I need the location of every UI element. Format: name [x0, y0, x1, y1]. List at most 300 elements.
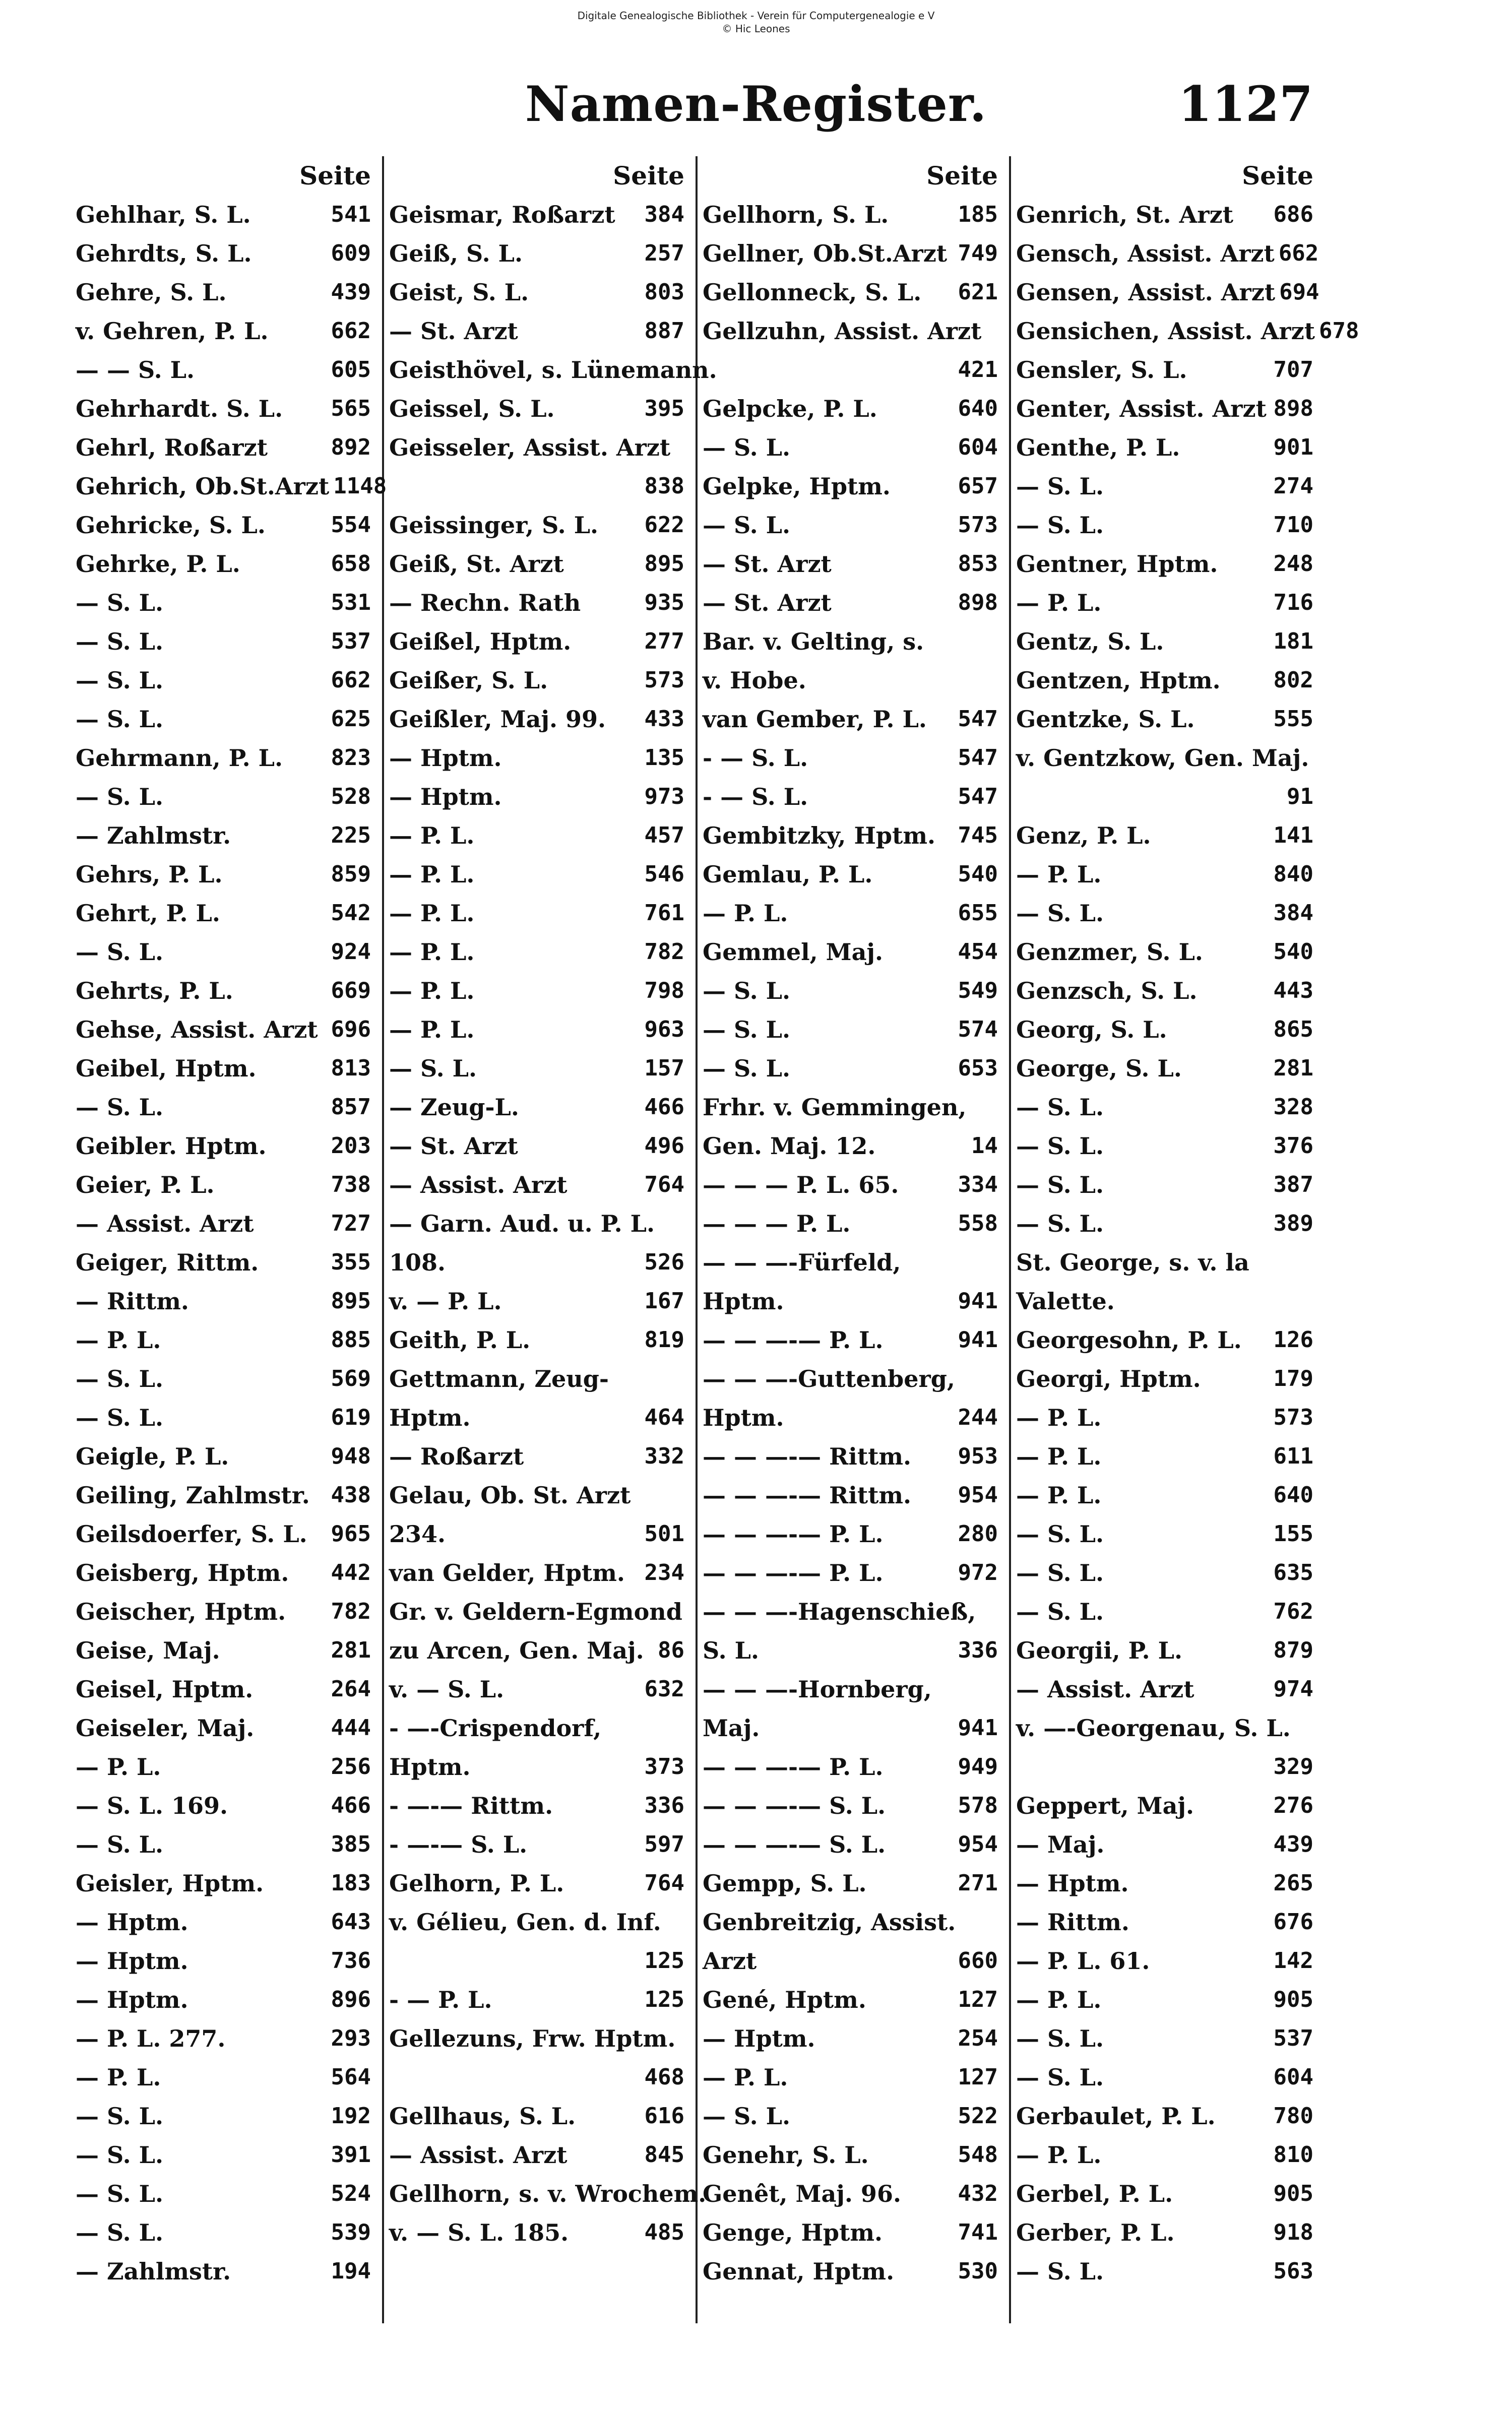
entry-page: 640 — [958, 396, 998, 421]
entry-page: 558 — [958, 1211, 998, 1236]
entry-name: — Hptm. — [1016, 1869, 1129, 1897]
register-entry — [703, 1088, 998, 1126]
register-entry — [703, 1126, 998, 1165]
entry-name: Gerbel, P. L. — [1016, 2180, 1173, 2207]
register-entry — [703, 2135, 998, 2174]
entry-name: — St. Arzt — [389, 317, 518, 345]
entry-name: Gehrdts, S. L. — [76, 239, 252, 267]
index-column — [698, 156, 1011, 2323]
entry-name: — Zeug-L. — [389, 1093, 519, 1121]
entry-name: Gellner, Ob.St.Arzt — [703, 239, 948, 267]
register-entry — [76, 1825, 371, 1864]
entry-page: 334 — [958, 1172, 998, 1197]
entry-name: Gempp, S. L. — [703, 1869, 867, 1897]
register-entry — [1016, 2019, 1313, 2058]
register-entry — [389, 1476, 684, 1514]
entry-page: 265 — [1273, 1870, 1313, 1896]
entry-name: — Hptm. — [703, 2024, 815, 2052]
page-number: 1127 — [1178, 76, 1313, 133]
entry-name: v. Gehren, P. L. — [76, 317, 269, 345]
entry-page: 918 — [1273, 2219, 1313, 2245]
entry-name: Gehrl, Roßarzt — [76, 433, 268, 461]
entry-page: 660 — [958, 1948, 998, 1974]
register-entry — [1016, 1282, 1313, 1320]
register-entry — [76, 1631, 371, 1670]
register-entry — [703, 544, 998, 583]
entry-page: 555 — [1273, 706, 1313, 732]
entry-name: v. Gélieu, Gen. d. Inf. — [389, 1908, 661, 1936]
entry-page: 439 — [1273, 1831, 1313, 1857]
entry-page: 181 — [1273, 628, 1313, 654]
register-entry — [1016, 738, 1313, 777]
entry-page: 457 — [644, 822, 684, 848]
entry-page: 658 — [331, 551, 371, 577]
register-entry — [389, 971, 684, 1010]
entry-name: v. Hobe. — [703, 666, 806, 694]
entry-name: Geißler, Maj. 99. — [389, 705, 606, 733]
register-entry — [389, 932, 684, 971]
register-entry — [76, 700, 371, 738]
register-entry — [389, 1553, 684, 1592]
register-entry — [1016, 2174, 1313, 2213]
entry-name: Gerber, P. L. — [1016, 2218, 1175, 2246]
entry-page: 609 — [331, 240, 371, 266]
register-entry — [389, 2135, 684, 2174]
entry-name: St. George, s. v. la — [1016, 1248, 1249, 1276]
entry-name: Geiling, Zahlmstr. — [76, 1481, 310, 1509]
entry-page: 332 — [644, 1443, 684, 1469]
entry-page: 384 — [644, 202, 684, 227]
entry-name: — Hptm. — [76, 1947, 188, 1975]
entry-name: — — —-— S. L. — [703, 1830, 886, 1858]
entry-page: 432 — [958, 2181, 998, 2206]
entry-name: — — — P. L. — [703, 1210, 851, 1237]
register-entry — [703, 1049, 998, 1088]
entry-page: 859 — [331, 861, 371, 887]
entry-page: 127 — [958, 2064, 998, 2090]
entry-name: Genthe, P. L. — [1016, 433, 1180, 461]
register-entry — [703, 1282, 998, 1320]
register-entry — [389, 1670, 684, 1708]
register-entry — [76, 971, 371, 1010]
register-entry — [76, 2097, 371, 2135]
register-entry — [389, 1980, 684, 2019]
entry-page: 547 — [958, 706, 998, 732]
entry-name: Gembitzky, Hptm. — [703, 821, 936, 849]
entry-page: 885 — [331, 1327, 371, 1353]
entry-name: Geiseler, Maj. — [76, 1714, 255, 1742]
entry-page: 86 — [658, 1637, 684, 1663]
entry-page: 155 — [1273, 1521, 1313, 1547]
register-entry — [1016, 1670, 1313, 1708]
entry-page: 762 — [1273, 1599, 1313, 1624]
entry-name: Geist, S. L. — [389, 278, 529, 306]
entry-name: — S. L. — [1016, 2063, 1104, 2091]
entry-page: 522 — [958, 2103, 998, 2129]
register-entry — [389, 2058, 684, 2097]
entry-name: — S. L. — [1016, 2024, 1104, 2052]
register-entry — [389, 1049, 684, 1088]
digitization-note-line1: Digitale Genealogische Bibliothek - Verein für Computergenealogie e V — [577, 10, 935, 22]
entry-page: 887 — [644, 318, 684, 344]
entry-page: 972 — [958, 1560, 998, 1585]
entry-name: Gemmel, Maj. — [703, 938, 884, 966]
register-entry — [76, 1204, 371, 1243]
register-entry — [76, 1049, 371, 1088]
entry-page: 764 — [644, 1870, 684, 1896]
entry-page: 542 — [331, 900, 371, 926]
register-entry — [1016, 661, 1313, 700]
register-entry — [389, 2213, 684, 2252]
entry-name: Gensler, S. L. — [1016, 356, 1187, 384]
entry-page: 256 — [331, 1754, 371, 1780]
register-entry — [389, 583, 684, 622]
register-entry — [389, 1941, 684, 1980]
entry-page: 810 — [1273, 2142, 1313, 2168]
register-entry — [1016, 1165, 1313, 1204]
entry-page: 662 — [1278, 240, 1319, 266]
register-entry — [76, 1243, 371, 1282]
entry-page: 905 — [1273, 2181, 1313, 2206]
register-entry — [703, 1320, 998, 1359]
entry-page: 905 — [1273, 1987, 1313, 2012]
register-entry — [76, 738, 371, 777]
entry-name: — — —-— P. L. — [703, 1559, 884, 1587]
register-entry — [76, 2213, 371, 2252]
entry-name: 108. — [389, 1248, 446, 1276]
entry-name: — — —-— P. L. — [703, 1326, 884, 1354]
entry-page: 965 — [331, 1521, 371, 1547]
entry-name: Geith, P. L. — [389, 1326, 531, 1354]
entry-page: 439 — [331, 279, 371, 305]
entry-name: Geibler. Hptm. — [76, 1132, 267, 1160]
entry-page: 539 — [331, 2219, 371, 2245]
entry-name: Geier, P. L. — [76, 1171, 215, 1198]
entry-page: 135 — [644, 745, 684, 771]
entry-name: Geiß, St. Arzt — [389, 550, 564, 578]
register-entry — [1016, 1243, 1313, 1282]
entry-name: Geiß, S. L. — [389, 239, 523, 267]
entry-name: — P. L. — [76, 1753, 161, 1781]
register-entry — [76, 1088, 371, 1126]
register-entry — [389, 855, 684, 894]
register-entry — [1016, 428, 1313, 467]
register-entry — [703, 583, 998, 622]
entry-name: — Zahlmstr. — [76, 2257, 231, 2285]
register-entry — [76, 1592, 371, 1631]
entry-page: 225 — [331, 822, 371, 848]
register-entry — [389, 1243, 684, 1282]
entry-name: Gemlau, P. L. — [703, 860, 873, 888]
entry-name: Genehr, S. L. — [703, 2141, 869, 2169]
register-entry — [76, 1786, 371, 1825]
entry-page: 276 — [1273, 1793, 1313, 1818]
entry-page: 694 — [1279, 279, 1319, 305]
entry-name: — Zahlmstr. — [76, 821, 231, 849]
entry-page: 879 — [1273, 1637, 1313, 1663]
register-entry — [389, 234, 684, 273]
entry-name: — Hptm. — [389, 783, 502, 810]
entry-name: Maj. — [703, 1714, 760, 1742]
register-entry — [703, 1243, 998, 1282]
register-entry — [1016, 816, 1313, 855]
entry-name: Gehrt, P. L. — [76, 899, 220, 927]
entry-name: Genêt, Maj. 96. — [703, 2180, 901, 2207]
register-entry — [703, 1359, 998, 1398]
register-entry — [703, 2019, 998, 2058]
register-entry — [76, 1320, 371, 1359]
register-entry — [76, 234, 371, 273]
register-entry — [1016, 1786, 1313, 1825]
register-entry — [76, 1359, 371, 1398]
entry-page: 277 — [644, 628, 684, 654]
entry-page: 604 — [958, 434, 998, 460]
register-entry — [389, 1359, 684, 1398]
entry-name: Gehre, S. L. — [76, 278, 227, 306]
entry-name: S. L. — [703, 1636, 759, 1664]
register-entry — [389, 1088, 684, 1126]
entry-name: Gerbaulet, P. L. — [1016, 2102, 1216, 2130]
entry-page: 892 — [331, 434, 371, 460]
register-entry — [389, 505, 684, 544]
entry-page: 941 — [958, 1715, 998, 1741]
entry-page: 329 — [1273, 1754, 1313, 1780]
entry-page: 662 — [331, 318, 371, 344]
entry-page: 126 — [1273, 1327, 1313, 1353]
entry-name: Gentzen, Hptm. — [1016, 666, 1221, 694]
entry-page: 569 — [331, 1366, 371, 1391]
entry-page: 185 — [958, 202, 998, 227]
entry-page: 898 — [958, 590, 998, 615]
register-entry — [389, 467, 684, 505]
entry-name: Gelpke, Hptm. — [703, 472, 891, 500]
register-entry — [1016, 894, 1313, 932]
entry-name: Geisberg, Hptm. — [76, 1559, 289, 1587]
entry-name: Geißer, S. L. — [389, 666, 548, 694]
register-entry — [703, 2252, 998, 2291]
entry-name: — S. L. — [703, 1054, 790, 1082]
register-entry — [1016, 1437, 1313, 1476]
entry-name: — S. L. 169. — [76, 1792, 228, 1819]
entry-name: Geilsdoerfer, S. L. — [76, 1520, 307, 1548]
register-entry — [76, 195, 371, 234]
register-entry — [389, 1126, 684, 1165]
register-entry — [1016, 1825, 1313, 1864]
register-entry — [389, 1708, 684, 1747]
entry-page: 234 — [644, 1560, 684, 1585]
register-entry — [1016, 932, 1313, 971]
entry-page: 653 — [958, 1055, 998, 1081]
entry-name: Gentner, Hptm. — [1016, 550, 1218, 578]
entry-name: Geismar, Roßarzt — [389, 201, 615, 228]
column-header-seite: Seite — [299, 161, 371, 191]
register-entry — [76, 1708, 371, 1747]
register-entry — [1016, 1088, 1313, 1126]
entry-name: — S. L. — [1016, 899, 1104, 927]
register-entry — [1016, 350, 1313, 389]
register-entry — [76, 428, 371, 467]
register-entry — [703, 700, 998, 738]
register-entry — [703, 777, 998, 816]
entry-page: 373 — [644, 1754, 684, 1780]
entry-name: Genz, P. L. — [1016, 821, 1151, 849]
entry-name: — Assist. Arzt — [1016, 1675, 1194, 1703]
entry-name: Gehrke, P. L. — [76, 550, 240, 578]
register-entry — [76, 1398, 371, 1437]
entry-name: — P. L. — [1016, 1986, 1102, 2013]
entry-name: Gehlhar, S. L. — [76, 201, 251, 228]
entry-page: 328 — [1273, 1094, 1313, 1120]
register-entry — [1016, 1204, 1313, 1243]
entry-name: — — —-— P. L. — [703, 1753, 884, 1781]
entry-name: Gensen, Assist. Arzt — [1016, 278, 1276, 306]
register-entry — [703, 1204, 998, 1243]
entry-page: 953 — [958, 1443, 998, 1469]
entry-page: 838 — [644, 473, 684, 499]
page-title: Namen-Register. — [525, 76, 987, 133]
register-entry — [703, 1398, 998, 1437]
entry-name: — S. L. — [1016, 2257, 1104, 2285]
entry-page: 616 — [644, 2103, 684, 2129]
register-entry — [76, 894, 371, 932]
index-column — [71, 156, 387, 2323]
entry-name: — — —-Hornberg, — [703, 1675, 932, 1703]
entry-name: Geissel, S. L. — [389, 395, 555, 422]
entry-name: — P. L. — [389, 1016, 475, 1043]
register-entry — [1016, 583, 1313, 622]
entry-page: 528 — [331, 784, 371, 809]
entry-page: 248 — [1273, 551, 1313, 577]
entry-name: Geise, Maj. — [76, 1636, 220, 1664]
entry-page: 167 — [644, 1288, 684, 1314]
entry-page: 444 — [331, 1715, 371, 1741]
entry-page: 657 — [958, 473, 998, 499]
register-entry — [703, 1476, 998, 1514]
register-entry — [76, 2135, 371, 2174]
register-entry — [703, 2097, 998, 2135]
register-entry — [703, 855, 998, 894]
register-entry — [703, 1514, 998, 1553]
entry-name: — P. L. — [389, 899, 475, 927]
entry-page: 604 — [1273, 2064, 1313, 2090]
register-entry — [76, 855, 371, 894]
entry-name: — Assist. Arzt — [76, 1210, 254, 1237]
register-entry — [76, 505, 371, 544]
register-entry — [1016, 1902, 1313, 1941]
entry-name: — S. L. — [1016, 1210, 1104, 1237]
column-header-seite: Seite — [613, 161, 684, 191]
entry-page: 257 — [644, 240, 684, 266]
entry-page: 183 — [331, 1870, 371, 1896]
entry-name: Gehse, Assist. Arzt — [76, 1016, 318, 1043]
entry-name: Gehrhardt. S. L. — [76, 395, 283, 422]
register-entry — [76, 1553, 371, 1592]
register-entry — [1016, 1553, 1313, 1592]
entry-name: — P. L. — [1016, 860, 1102, 888]
entry-name: Gehricke, S. L. — [76, 511, 266, 539]
entry-name: — — —-— Rittm. — [703, 1481, 912, 1509]
entry-name: Geißel, Hptm. — [389, 627, 572, 655]
register-entry — [389, 1282, 684, 1320]
register-entry — [703, 1553, 998, 1592]
entry-name: — S. L. — [76, 627, 163, 655]
entry-name: Geisler, Hptm. — [76, 1869, 264, 1897]
entry-page: 949 — [958, 1754, 998, 1780]
register-entry — [703, 1670, 998, 1708]
entry-page: 813 — [331, 1055, 371, 1081]
register-entry — [1016, 2058, 1313, 2097]
entry-page: 203 — [331, 1133, 371, 1159]
entry-page: 157 — [644, 1055, 684, 1081]
entry-name: — P. L. — [389, 938, 475, 966]
entry-page: 565 — [331, 396, 371, 421]
entry-name: — P. L. — [389, 821, 475, 849]
entry-page: 376 — [1273, 1133, 1313, 1159]
entry-page: 573 — [644, 667, 684, 693]
register-entry — [1016, 1980, 1313, 2019]
register-entry — [76, 1941, 371, 1980]
entry-name: Arzt — [703, 1947, 757, 1975]
entry-name: Gené, Hptm. — [703, 1986, 866, 2013]
register-entry — [703, 2213, 998, 2252]
register-entry — [389, 1010, 684, 1049]
entry-page: 963 — [644, 1017, 684, 1042]
register-entry — [389, 1437, 684, 1476]
entry-name: Genzmer, S. L. — [1016, 938, 1203, 966]
entry-page: 537 — [331, 628, 371, 654]
register-entry — [1016, 234, 1319, 273]
entry-name: Geiger, Rittm. — [76, 1248, 259, 1276]
entry-name: Genzsch, S. L. — [1016, 977, 1198, 1004]
entry-page: 537 — [1273, 2025, 1313, 2051]
register-entry — [703, 932, 998, 971]
entry-page: 496 — [644, 1133, 684, 1159]
entry-name: Gehrts, P. L. — [76, 977, 233, 1004]
register-entry — [389, 1165, 684, 1204]
entry-page: 194 — [331, 2258, 371, 2284]
entry-page: 254 — [958, 2025, 998, 2051]
entry-page: 573 — [958, 512, 998, 538]
entry-page: 438 — [331, 1482, 371, 1508]
entry-name: - — S. L. — [703, 744, 808, 772]
entry-page: 974 — [1273, 1676, 1313, 1702]
entry-name: — P. L. — [389, 860, 475, 888]
register-entry — [76, 1437, 371, 1476]
entry-page: 676 — [1273, 1909, 1313, 1935]
register-entry — [389, 1631, 684, 1670]
entry-page: 531 — [331, 590, 371, 615]
entry-name: — S. L. — [703, 433, 790, 461]
entry-name: — S. L. — [76, 938, 163, 966]
entry-name: — S. L. — [1016, 472, 1104, 500]
register-entry — [76, 1747, 371, 1786]
entry-page: 142 — [1273, 1948, 1313, 1974]
entry-page: 924 — [331, 939, 371, 965]
entry-name: Hptm. — [389, 1404, 471, 1431]
register-entry — [1016, 311, 1359, 350]
entry-name: — Rittm. — [1016, 1908, 1129, 1936]
entry-page: 540 — [1273, 939, 1313, 965]
entry-page: 127 — [958, 1987, 998, 2012]
entry-name: — Hptm. — [76, 1908, 188, 1936]
entry-name: — Garn. Aud. u. P. L. — [389, 1210, 655, 1237]
entry-page: 898 — [1273, 396, 1313, 421]
register-entry — [1016, 622, 1313, 661]
entry-page: 896 — [331, 1987, 371, 2012]
register-entry — [703, 971, 998, 1010]
entry-page: 741 — [958, 2219, 998, 2245]
register-entry — [389, 622, 684, 661]
